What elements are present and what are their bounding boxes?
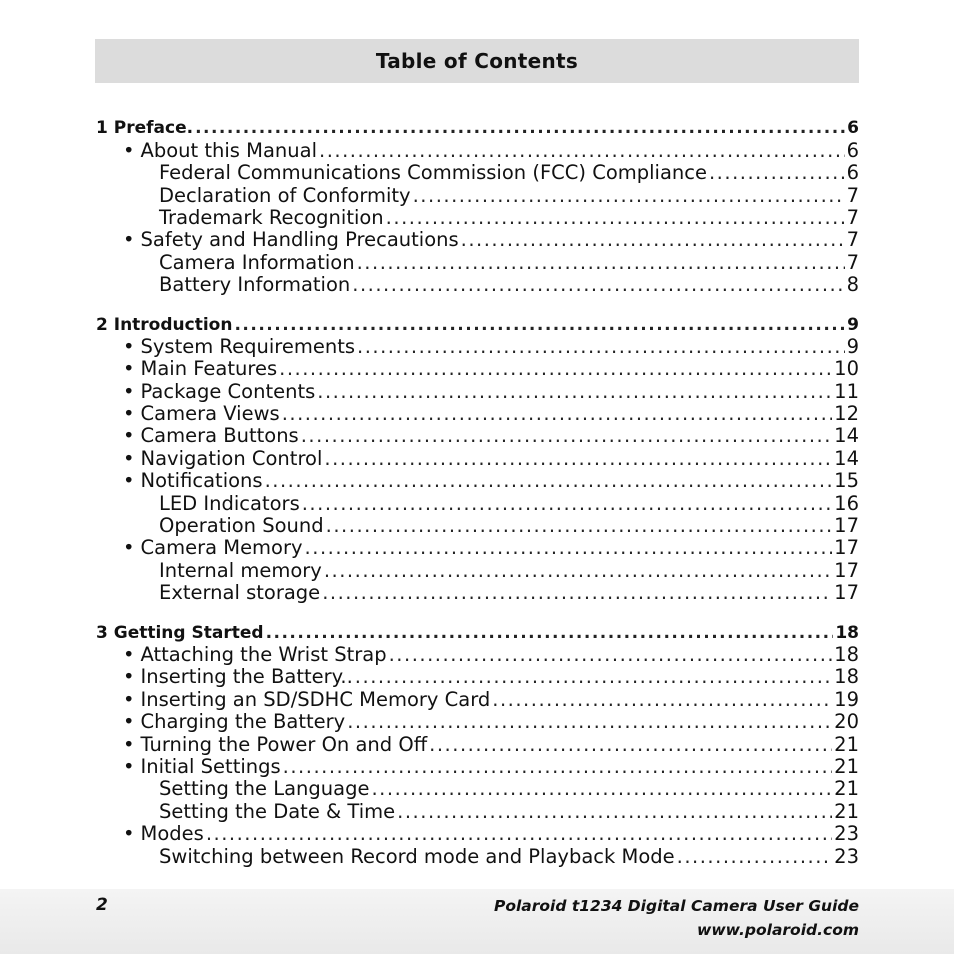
toc-entry[interactable]: [96, 778, 859, 800]
toc-entry[interactable]: [96, 582, 859, 604]
toc-entry-page: 7: [846, 183, 859, 207]
toc-entry-page: 18: [834, 665, 859, 689]
toc-entry[interactable]: [96, 403, 859, 425]
dot-leader: [324, 448, 832, 470]
bullet-icon: •: [123, 379, 135, 403]
dot-leader: [326, 515, 833, 537]
toc-entry-title: Declaration of Conformity: [159, 183, 411, 207]
bullet-icon: •: [123, 334, 135, 358]
toc-entry[interactable]: [96, 845, 859, 867]
dot-leader: [347, 711, 832, 733]
toc-entry-page: 23: [834, 822, 859, 846]
dot-leader: [355, 666, 832, 688]
toc-entry-page: 18: [834, 642, 859, 666]
toc-entry[interactable]: [96, 515, 859, 537]
toc-entry[interactable]: [96, 251, 859, 273]
dot-leader: [709, 162, 845, 184]
bullet-icon: •: [123, 228, 135, 252]
toc-entry-page: 14: [834, 446, 859, 470]
dot-leader: [266, 622, 834, 644]
toc-entry[interactable]: [96, 139, 859, 161]
toc-entry-page: 7: [846, 228, 859, 252]
toc-entry-page: 21: [834, 799, 859, 823]
toc-entry-title: Federal Communications Commission (FCC) Compliance: [159, 161, 707, 185]
toc-entry-title: Navigation Control: [140, 446, 323, 470]
toc-entry-title: 3 Getting Started: [96, 622, 264, 643]
dot-leader: [195, 117, 845, 139]
toc-entry-page: 10: [834, 357, 859, 381]
footer-guide-info: [494, 894, 859, 942]
toc-entry-page: 6: [846, 161, 859, 185]
toc-entry-title: Inserting an SD/SDHC Memory Card: [140, 687, 491, 711]
toc-entry[interactable]: [96, 184, 859, 206]
toc-entry[interactable]: [96, 425, 859, 447]
toc-entry-title: System Requirements: [140, 334, 355, 358]
page-title: Table of Contents: [375, 49, 579, 73]
dot-leader: [302, 493, 832, 515]
toc-entry[interactable]: [96, 756, 859, 778]
toc-entry[interactable]: [96, 492, 859, 514]
dot-leader: [357, 336, 845, 358]
toc-entry[interactable]: [96, 470, 859, 492]
toc-entry-title: Camera Buttons: [140, 424, 299, 448]
bullet-icon: •: [123, 357, 135, 381]
toc-entry-title: Package Contents: [140, 379, 316, 403]
toc-entry-page: 17: [834, 536, 859, 560]
dot-leader: [677, 846, 833, 868]
toc-entry-page: 11: [834, 379, 859, 403]
toc-entry-title: Initial Settings: [140, 754, 281, 778]
toc-entry[interactable]: [96, 666, 859, 688]
toc-entry-title: About this Manual: [140, 138, 318, 162]
section-gap: [96, 296, 859, 313]
toc-entry-page: 7: [846, 205, 859, 229]
toc-entry[interactable]: [96, 800, 859, 822]
bullet-icon: •: [123, 402, 135, 426]
toc-entry-title: Turning the Power On and Off: [140, 732, 428, 756]
dot-leader: [319, 140, 845, 162]
toc-entry-page: 21: [834, 732, 859, 756]
toc-entry[interactable]: [96, 644, 859, 666]
toc-entry-title: Camera Memory: [140, 536, 303, 560]
toc-entry-title: External storage: [159, 581, 321, 605]
bullet-icon: •: [123, 822, 135, 846]
toc-entry-title: Notifications: [140, 469, 263, 493]
toc-entry[interactable]: [96, 358, 859, 380]
dot-leader: [413, 185, 845, 207]
toc-entry[interactable]: [96, 688, 859, 710]
toc-entry-page: 23: [834, 844, 859, 868]
toc-entry-title: Modes: [140, 822, 204, 846]
toc-entry-title: LED Indicators: [159, 491, 300, 515]
toc-entry-title: Camera Information: [159, 250, 355, 274]
dot-leader: [324, 560, 832, 582]
dot-leader: [397, 801, 832, 823]
toc-entry-page: 21: [834, 777, 859, 801]
bullet-icon: •: [123, 469, 135, 493]
toc-entry[interactable]: [96, 274, 859, 296]
toc-entry-title: Inserting the Battery..: [140, 665, 353, 689]
toc-entry-title: Battery Information: [159, 273, 351, 297]
bullet-icon: •: [123, 446, 135, 470]
bullet-icon: •: [123, 138, 135, 162]
toc-entry-page: 7: [846, 250, 859, 274]
bullet-icon: •: [123, 754, 135, 778]
section-gap: [96, 604, 859, 621]
toc-entry-title: Setting the Date & Time: [159, 799, 396, 823]
toc-entry[interactable]: [96, 559, 859, 581]
toc-entry[interactable]: [96, 380, 859, 402]
toc-entry-page: 21: [834, 754, 859, 778]
toc-chapter-entry[interactable]: [96, 313, 859, 335]
dot-leader: [322, 582, 832, 604]
toc-entry-title: 1 Preface.: [96, 118, 194, 139]
toc-entry-title: Camera Views: [140, 402, 280, 426]
footer-page-number: 2: [96, 895, 108, 915]
dot-leader: [283, 756, 833, 778]
toc-entry-title: Operation Sound: [159, 514, 324, 538]
toc-entry-page: 17: [834, 558, 859, 582]
toc-entry-page: 8: [846, 273, 859, 297]
toc-chapter-entry[interactable]: [96, 117, 859, 139]
dot-leader: [386, 207, 845, 229]
bullet-icon: •: [123, 642, 135, 666]
bullet-icon: •: [123, 536, 135, 560]
dot-leader: [357, 252, 845, 274]
table-of-contents: [96, 117, 859, 868]
toc-entry[interactable]: [96, 537, 859, 559]
toc-entry-page: 6: [847, 118, 859, 139]
toc-entry-page: 16: [834, 491, 859, 515]
toc-chapter-entry[interactable]: [96, 621, 859, 643]
toc-entry[interactable]: [96, 162, 859, 184]
toc-entry-page: 12: [834, 402, 859, 426]
dot-leader: [429, 734, 832, 756]
dot-leader: [282, 403, 832, 425]
dot-leader: [265, 470, 833, 492]
footer-website: www.polaroid.com: [697, 921, 859, 939]
toc-entry[interactable]: [96, 733, 859, 755]
dot-leader: [234, 314, 845, 336]
dot-leader: [461, 229, 845, 251]
toc-entry-page: 14: [834, 424, 859, 448]
dot-leader: [301, 425, 832, 447]
toc-entry[interactable]: [96, 711, 859, 733]
toc-entry-page: 6: [846, 138, 859, 162]
toc-entry-title: Main Features: [140, 357, 278, 381]
toc-entry-page: 20: [834, 710, 859, 734]
dot-leader: [317, 381, 832, 403]
toc-entry-title: Safety and Handling Precautions: [140, 228, 459, 252]
toc-entry-title: Charging the Battery: [140, 710, 346, 734]
bullet-icon: •: [123, 687, 135, 711]
toc-entry-page: 19: [834, 687, 859, 711]
bullet-icon: •: [123, 424, 135, 448]
bullet-icon: •: [123, 665, 135, 689]
toc-entry[interactable]: [96, 336, 859, 358]
toc-entry[interactable]: [96, 823, 859, 845]
toc-entry[interactable]: [96, 207, 859, 229]
toc-entry-page: 18: [835, 622, 859, 643]
dot-leader: [492, 689, 832, 711]
header-bar: [95, 39, 859, 83]
bullet-icon: •: [123, 710, 135, 734]
toc-entry-page: 15: [834, 469, 859, 493]
toc-entry-title: 2 Introduction: [96, 314, 233, 335]
toc-entry[interactable]: [96, 447, 859, 469]
dot-leader: [389, 644, 833, 666]
toc-entry-page: 9: [846, 334, 859, 358]
toc-entry-page: 17: [834, 581, 859, 605]
dot-leader: [371, 778, 832, 800]
toc-entry-title: Switching between Record mode and Playback Mode: [159, 844, 675, 868]
toc-entry-title: Attaching the Wrist Strap: [140, 642, 387, 666]
footer-guide-title: Polaroid t1234 Digital Camera User Guide: [493, 897, 859, 915]
toc-entry-title: Internal memory: [159, 558, 322, 582]
bullet-icon: •: [123, 732, 135, 756]
toc-entry-page: 17: [834, 514, 859, 538]
dot-leader: [206, 823, 832, 845]
dot-leader: [305, 537, 833, 559]
toc-entry[interactable]: [96, 229, 859, 251]
toc-entry-page: 9: [847, 314, 859, 335]
toc-entry-title: Trademark Recognition: [159, 205, 384, 229]
toc-entry-title: Setting the Language: [159, 777, 370, 801]
dot-leader: [352, 274, 844, 296]
dot-leader: [279, 358, 832, 380]
